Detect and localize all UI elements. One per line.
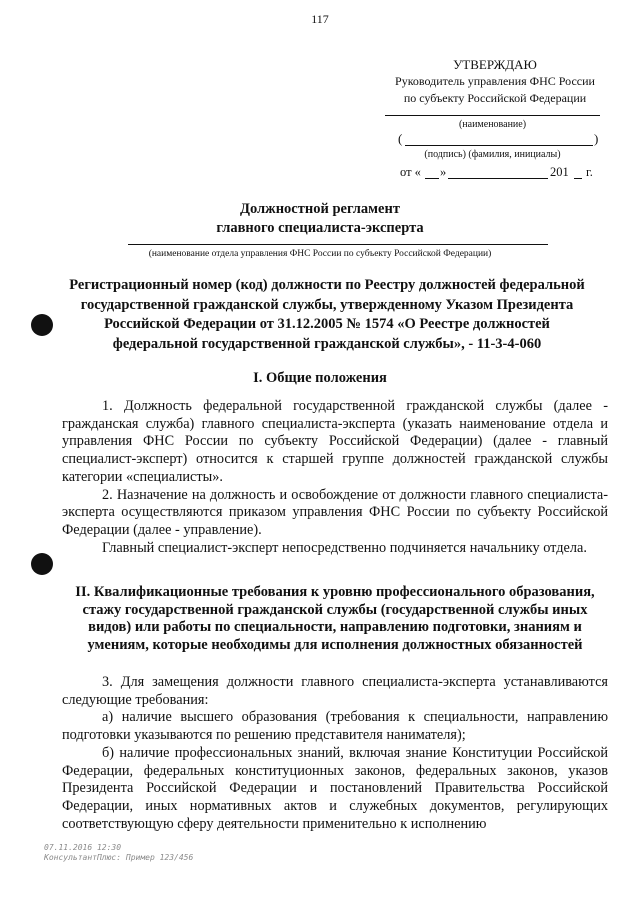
approval-date-row (400, 165, 605, 183)
paragraph-2: 2. Назначение на должность и освобождение от должности главного специалиста-эксперта осуществляются приказом управления ФНС России по субъекту Российской Федерации (далее - управление). (62, 486, 608, 538)
section-1-heading: I. Общие положения (253, 370, 387, 386)
footer-stamp-line2: КонсультантПлюс: Пример 123/456 (44, 853, 194, 862)
date-from: от « (400, 165, 421, 179)
approval-position-line2: по субъекту Российской Федерации (403, 91, 587, 105)
section-2-heading: II. Квалификационные требования к уровню профессионального образования, стажу государственной гражданской службы (государственной службы иных видов) или работы по специальности, направлению подготовки, знаниям и умениям, которые необходимы для исполнения должностных обязанностей (75, 584, 595, 653)
section-1-body (62, 398, 608, 557)
approval-block (380, 56, 610, 107)
approval-paren-close: ) (594, 131, 599, 146)
paragraph-subordination: Главный специалист-эксперт непосредственно подчиняется начальнику отдела. (102, 539, 587, 556)
punch-hole-bottom (31, 553, 53, 575)
department-caption: (наименование отдела управления ФНС России по субъекту Российской Федерации) (148, 249, 492, 259)
date-year: 201 (550, 165, 569, 179)
footer-stamp (44, 843, 193, 863)
date-day-line (425, 178, 439, 179)
section-2-body (62, 674, 608, 833)
document-title-line1: Должностной регламент (240, 201, 400, 217)
footer-stamp-line1: 07.11.2016 12:30 (44, 843, 122, 852)
document-title (0, 200, 640, 238)
paragraph-3b: б) наличие профессиональных знаний, включая знание Конституции Российской Федерации, федеральных конституционных законов, федеральных законов, указов Президента Российской Федерации и постановлений Правительства Российской Федерации, иных нормативных актов и служебных документов, регулирующих соответствующую сферу деятельности применительно к исполнению (62, 744, 608, 832)
department-line (128, 244, 548, 245)
document-title-line2: главного специалиста-эксперта (216, 220, 424, 236)
punch-hole-top (31, 314, 53, 336)
registration-number-text: Регистрационный номер (код) должности по Реестру должностей федеральной государственной гражданской службы, утвержденному Указом Президента Российской Федерации от 31.12.2005 № 1574 «О Реестре должностей федеральной государственной гражданской службы», - 11-3-4-060 (69, 277, 585, 352)
date-month-line (448, 178, 548, 179)
page-number: 117 (311, 12, 329, 26)
date-suffix: г. (586, 165, 593, 179)
approval-signature-line (405, 145, 593, 146)
approval-signature-caption: (подпись) (фамилия, инициалы) (424, 149, 561, 160)
approval-name-caption: (наименование) (458, 119, 527, 130)
paragraph-3a: а) наличие высшего образования (требования к специальности, направлению подготовки указываются по решению представителя нанимателя); (62, 709, 608, 744)
approval-name-line (385, 115, 600, 116)
paragraph-1: 1. Должность федеральной государственной гражданской службы (далее - гражданская служба) главного специалиста-эксперта (указать наименование отдела и управления ФНС России по субъекту Российской Федерации) (далее - главный специалист-эксперт) относится к старшей группе должностей гражданской службы категории «специалисты». (62, 398, 608, 485)
approval-paren-open: ( (398, 131, 403, 146)
date-year-line (574, 178, 582, 179)
date-mid: » (440, 165, 447, 179)
approval-heading: УТВЕРЖДАЮ (453, 57, 537, 72)
approval-position-line1: Руководитель управления ФНС России (395, 74, 595, 88)
paragraph-3: 3. Для замещения должности главного специалиста-эксперта устанавливаются следующие требования: (62, 674, 608, 708)
